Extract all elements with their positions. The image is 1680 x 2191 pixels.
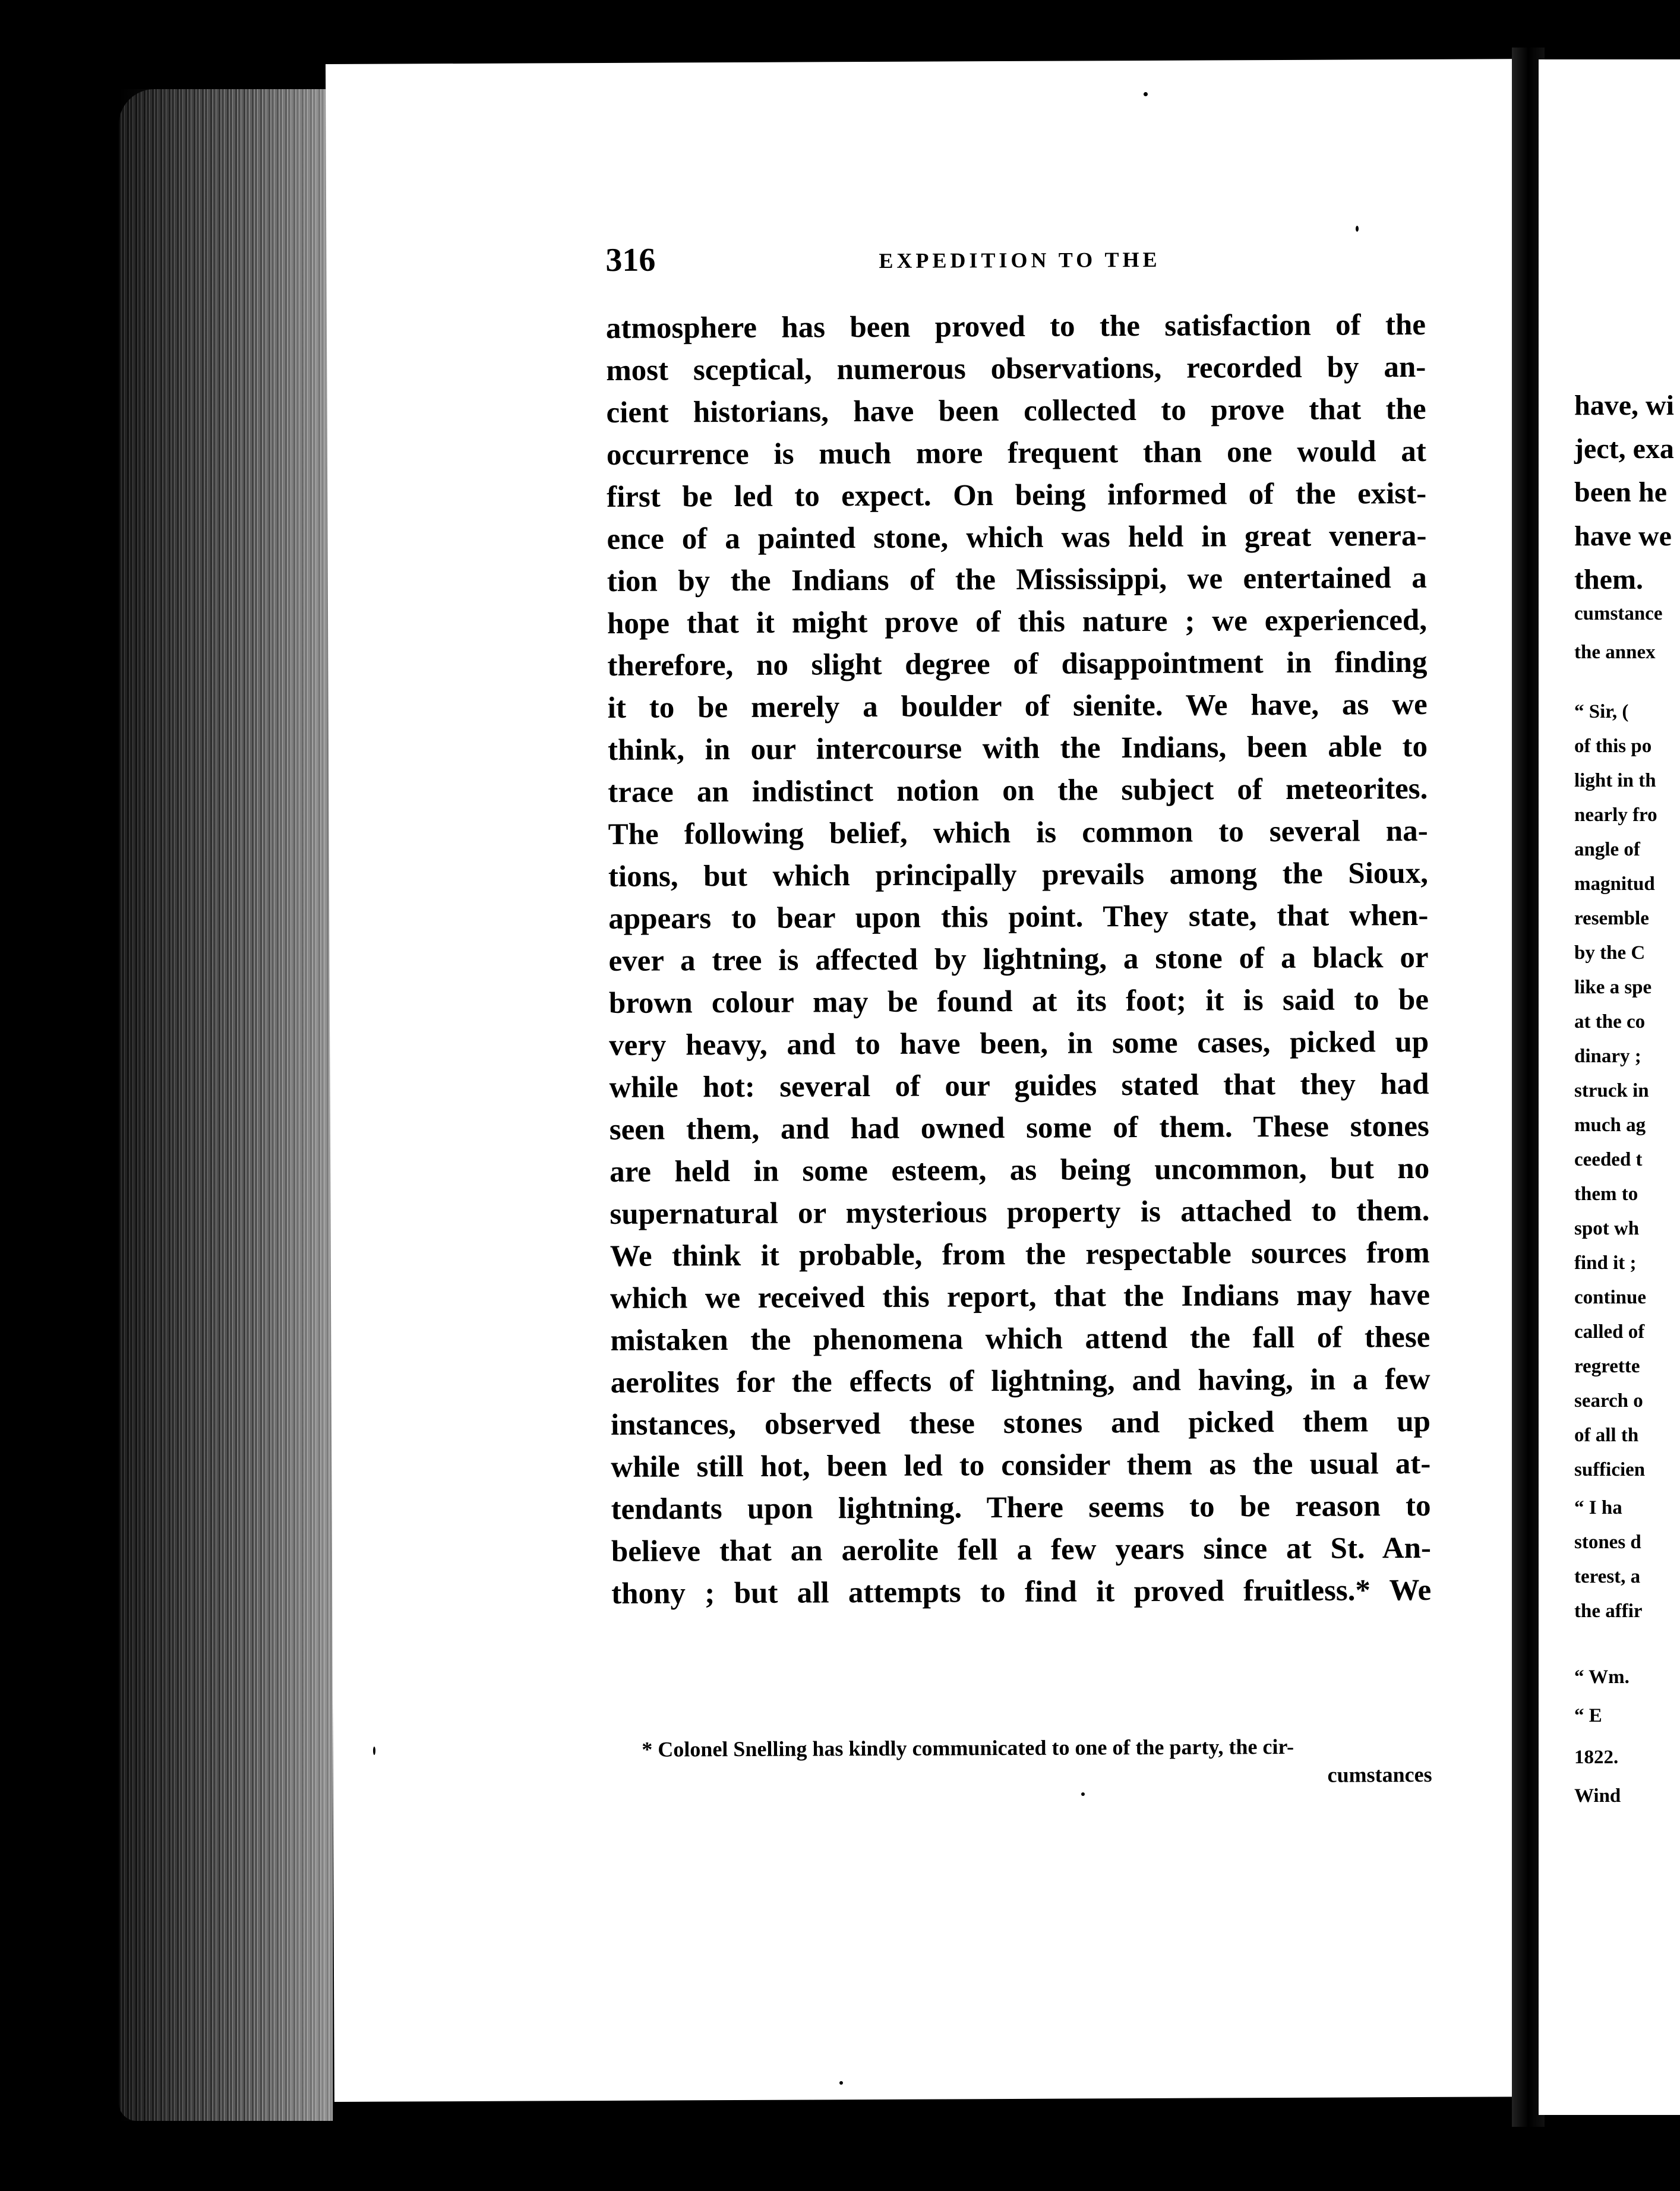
right-page-line: cumstance: [1574, 603, 1663, 624]
text-line: thony ; but all attempts to find it proved fruitless.* We: [611, 1573, 1432, 1611]
body-text: [606, 304, 1432, 1615]
dust-speck: [1356, 226, 1359, 232]
right-page-line: them.: [1574, 564, 1643, 595]
right-page-line: terest, a: [1574, 1566, 1641, 1587]
right-page-line: have, wi: [1574, 390, 1674, 421]
text-line: tendants upon lightning. There seems to be reason to: [611, 1489, 1431, 1526]
dust-speck: [1081, 1792, 1085, 1796]
right-page-line: sufficien: [1574, 1459, 1646, 1480]
text-line: therefore, no slight degree of disappointment in finding: [607, 645, 1428, 683]
right-page-line: much ag: [1574, 1115, 1646, 1136]
text-line: while hot: several of our guides stated that they had: [609, 1067, 1429, 1104]
right-page-line: been he: [1574, 476, 1667, 508]
text-line: brown colour may be found at its foot; it is said to be: [608, 983, 1429, 1020]
text-line: aerolites for the effects of lightning, and having, in a few: [610, 1362, 1430, 1400]
text-line: instances, observed these stones and picked them up: [610, 1404, 1431, 1442]
text-line: ever a tree is affected by lightning, a stone of a black or: [608, 940, 1429, 978]
right-page-line: like a spe: [1574, 977, 1652, 998]
text-line: cient historians, have been collected to prove that the: [606, 392, 1426, 430]
right-page-line: have we: [1574, 520, 1672, 552]
footnote-line: * Colonel Snelling has kindly communicated to one of the party, the cir-: [642, 1734, 1294, 1761]
right-page-line: dinary ;: [1574, 1046, 1641, 1067]
running-head-title: EXPEDITION TO THE: [879, 247, 1161, 273]
text-line: trace an indistinct notion on the subject of meteorites.: [608, 772, 1428, 809]
text-line: think, in our intercourse with the Indians, been able to: [607, 730, 1428, 767]
right-page-line: the affir: [1574, 1600, 1643, 1622]
text-line: hope that it might prove of this nature ; we experienced,: [607, 603, 1428, 640]
text-line: seen them, and had owned some of them. These stones: [609, 1109, 1429, 1147]
right-page-line: “ Wm.: [1574, 1666, 1630, 1688]
right-page-line: “ E: [1574, 1705, 1602, 1726]
right-page-line: regrette: [1574, 1356, 1640, 1377]
text-line: which we received this report, that the Indians may have: [610, 1278, 1430, 1315]
right-page-line: resemble: [1574, 908, 1649, 929]
text-line: tion by the Indians of the Mississippi, we entertained a: [607, 561, 1427, 598]
right-page-line: magnitud: [1574, 873, 1655, 895]
footnote: [642, 1732, 1432, 1792]
right-page-line: spot wh: [1574, 1218, 1640, 1239]
text-line: are held in some esteem, as being uncommon, but no: [610, 1151, 1430, 1189]
right-page-line: find it ;: [1574, 1252, 1637, 1274]
right-page-line: of all th: [1574, 1425, 1639, 1446]
right-page-line: Wind: [1574, 1785, 1621, 1807]
right-page-line: “ Sir, (: [1574, 701, 1629, 722]
dust-speck: [1144, 92, 1148, 96]
text-line: tions, but which principally prevails among the Sioux,: [608, 856, 1429, 894]
right-page-fragment: [1539, 59, 1680, 2115]
text-line: We think it probable, from the respectable sources from: [610, 1236, 1430, 1273]
text-line: supernatural or mysterious property is attached to them.: [610, 1194, 1430, 1231]
book-page-edges: [119, 89, 333, 2121]
right-page-line: stones d: [1574, 1532, 1641, 1553]
text-line: mistaken the phenomena which attend the fall of these: [610, 1320, 1430, 1357]
text-line: it to be merely a boulder of sienite. We have, as we: [607, 687, 1428, 725]
right-page-line: “ I ha: [1574, 1497, 1622, 1518]
text-line: ence of a painted stone, which was held in great venera-: [607, 519, 1427, 556]
text-line: while still hot, been led to consider them as the usual at-: [611, 1447, 1431, 1484]
right-page-line: at the co: [1574, 1011, 1646, 1033]
right-page-line: them to: [1574, 1183, 1638, 1205]
right-page-line: ceeded t: [1574, 1149, 1643, 1170]
right-page-line: struck in: [1574, 1080, 1649, 1101]
dust-speck: [839, 2081, 843, 2085]
right-page-line: called of: [1574, 1321, 1645, 1343]
right-page-line: 1822.: [1574, 1747, 1619, 1768]
text-line: occurrence is much more frequent than one would at: [606, 434, 1426, 472]
footnote-line: cumstances: [1327, 1762, 1432, 1787]
right-page-line: angle of: [1574, 839, 1640, 860]
text-line: appears to bear upon this point. They state, that when-: [608, 898, 1429, 936]
right-page-line: continue: [1574, 1287, 1647, 1308]
text-line: most sceptical, numerous observations, recorded by an-: [606, 350, 1426, 387]
right-page-line: of this po: [1574, 735, 1652, 757]
text-line: very heavy, and to have been, in some cases, picked up: [609, 1025, 1429, 1062]
right-page-line: ject, exa: [1574, 433, 1674, 465]
right-page-line: the annex: [1574, 642, 1656, 663]
text-line: The following belief, which is common to several na-: [608, 814, 1428, 851]
text-line: believe that an aerolite fell a few years since at St. An-: [611, 1531, 1432, 1568]
text-line: atmosphere has been proved to the satisfaction of the: [605, 308, 1426, 345]
running-head: [605, 237, 1508, 289]
right-page-line: search o: [1574, 1390, 1643, 1412]
page-number: 316: [605, 241, 656, 279]
right-page-line: by the C: [1574, 942, 1646, 964]
right-page-line: light in th: [1574, 770, 1656, 791]
dust-speck: [373, 1747, 375, 1755]
right-page-line: nearly fro: [1574, 804, 1657, 826]
left-page: [326, 59, 1530, 2102]
text-line: first be led to expect. On being informed of the exist-: [607, 476, 1427, 514]
